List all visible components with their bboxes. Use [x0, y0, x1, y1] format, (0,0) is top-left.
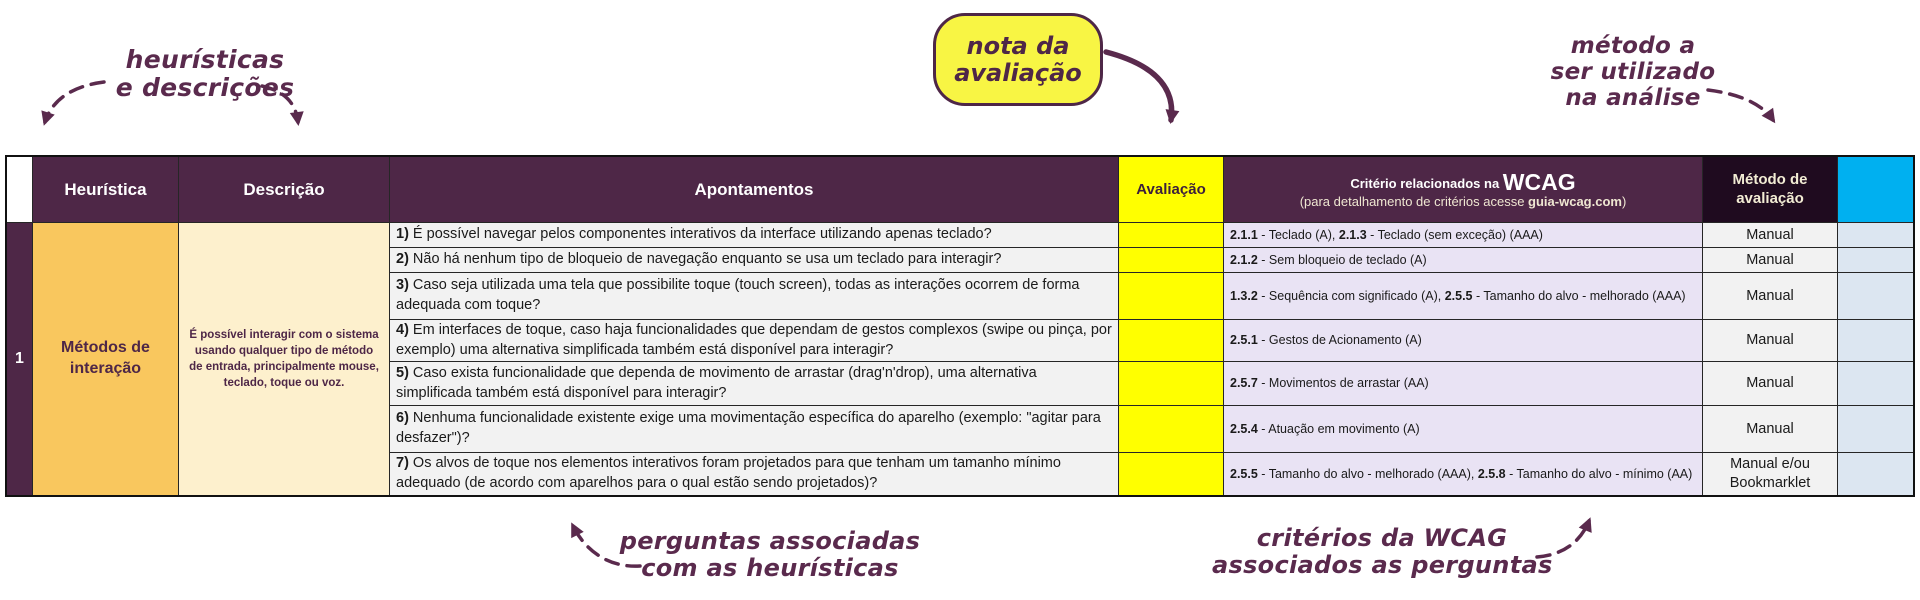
- wcag-header-line1: Critério relacionados na WCAG: [1350, 168, 1576, 195]
- question-cell[interactable]: 4) Em interfaces de toque, caso haja funcionalidades que dependam de gestos complexos (swipe ou pinça, por exemplo) uma alternativa simplificada também está disponível para interagir?: [390, 320, 1118, 361]
- note-cell[interactable]: [1838, 453, 1913, 495]
- description-cell[interactable]: É possível interagir com o sistema usando qualquer tipo de método de entrada, principalmente mouse, teclado, toque ou voz.: [179, 223, 389, 495]
- evaluation-input-cell[interactable]: [1119, 362, 1223, 405]
- annotation-heuristics-descriptions: heurísticas e descrições: [115, 45, 295, 102]
- header-avaliacao: Avaliação: [1119, 157, 1223, 222]
- annotation-method-to-use: método a ser utilizado na análise: [1550, 33, 1716, 111]
- method-cell[interactable]: Manual: [1703, 362, 1837, 405]
- note-cell[interactable]: [1838, 320, 1913, 361]
- method-cell[interactable]: Manual: [1703, 273, 1837, 319]
- question-cell[interactable]: 5) Caso exista funcionalidade que dependa de movimento de arrastar (drag'n'drop), uma alternativa simplificada também está disponível para interagir?: [390, 362, 1118, 405]
- evaluation-input-cell[interactable]: [1119, 320, 1223, 361]
- note-cell[interactable]: [1838, 406, 1913, 452]
- evaluation-input-cell[interactable]: [1119, 406, 1223, 452]
- header-metodo-avaliacao: Método de avaliação: [1703, 157, 1837, 222]
- wcag-header-line2: (para detalhamento de critérios acesse guia-wcag.com): [1299, 194, 1627, 210]
- wcag-criteria-cell[interactable]: 1.3.2 - Sequência com significado (A), 2.5.5 - Tamanho do alvo - melhorado (AAA): [1224, 273, 1702, 319]
- question-cell[interactable]: 3) Caso seja utilizada uma tela que possibilite toque (touch screen), todas as interações ocorrem de forma adequada com toque?: [390, 273, 1118, 319]
- method-cell[interactable]: Manual e/ou Bookmarklet: [1703, 453, 1837, 495]
- method-cell[interactable]: Manual: [1703, 223, 1837, 247]
- evaluation-input-cell[interactable]: [1119, 453, 1223, 495]
- header-note-column: [1838, 157, 1913, 222]
- evaluation-input-cell[interactable]: [1119, 223, 1223, 247]
- wcag-criteria-cell[interactable]: 2.5.5 - Tamanho do alvo - melhorado (AAA), 2.5.8 - Tamanho do alvo - mínimo (AA): [1224, 453, 1702, 495]
- wcag-criteria-cell[interactable]: 2.5.1 - Gestos de Acionamento (A): [1224, 320, 1702, 361]
- corner-cell: [7, 157, 32, 222]
- bubble-line: nota da: [966, 32, 1070, 61]
- annotation-questions-heuristics: perguntas associadas com as heurísticas: [619, 527, 921, 582]
- note-cell[interactable]: [1838, 362, 1913, 405]
- arrow-evaluation-note-icon: [1106, 52, 1172, 120]
- evaluation-input-cell[interactable]: [1119, 248, 1223, 272]
- header-wcag-criteria: [1224, 157, 1702, 222]
- question-cell[interactable]: 1) É possível navegar pelos componentes interativos da interface utilizando apenas teclado?: [390, 223, 1118, 247]
- note-cell[interactable]: [1838, 248, 1913, 272]
- question-cell[interactable]: 6) Nenhuma funcionalidade existente exige uma movimentação específica do aparelho (exemplo: "agitar para desfazer")?: [390, 406, 1118, 452]
- annotation-bubble-evaluation-note: [933, 13, 1103, 106]
- method-cell[interactable]: Manual: [1703, 248, 1837, 272]
- question-cell[interactable]: 7) Os alvos de toque nos elementos interativos foram projetados para que tenham um tamanho mínimo adequado (de acordo com aparelhos para o qual estão sendo projetados)?: [390, 453, 1118, 495]
- wcag-criteria-cell[interactable]: 2.1.2 - Sem bloqueio de teclado (A): [1224, 248, 1702, 272]
- wcag-criteria-cell[interactable]: 2.5.4 - Atuação em movimento (A): [1224, 406, 1702, 452]
- header-descricao: Descrição: [179, 157, 389, 222]
- header-apontamentos: Apontamentos: [390, 157, 1118, 222]
- note-cell[interactable]: [1838, 273, 1913, 319]
- wcag-criteria-cell[interactable]: 2.1.1 - Teclado (A), 2.1.3 - Teclado (sem exceção) (AAA): [1224, 223, 1702, 247]
- question-cell[interactable]: 2) Não há nenhum tipo de bloqueio de navegação enquanto se usa um teclado para interagir?: [390, 248, 1118, 272]
- bubble-line: avaliação: [954, 58, 1082, 87]
- method-cell[interactable]: Manual: [1703, 406, 1837, 452]
- row-number-cell[interactable]: 1: [7, 223, 32, 495]
- header-heuristica: Heurística: [33, 157, 178, 222]
- evaluation-table: [5, 155, 1915, 497]
- note-cell[interactable]: [1838, 223, 1913, 247]
- heuristic-cell[interactable]: Métodos de interação: [33, 223, 178, 495]
- wcag-criteria-cell[interactable]: 2.5.7 - Movimentos de arrastar (AA): [1224, 362, 1702, 405]
- method-cell[interactable]: Manual: [1703, 320, 1837, 361]
- annotation-wcag-criteria: critérios da WCAG associados as perguntas: [1212, 524, 1553, 579]
- evaluation-input-cell[interactable]: [1119, 273, 1223, 319]
